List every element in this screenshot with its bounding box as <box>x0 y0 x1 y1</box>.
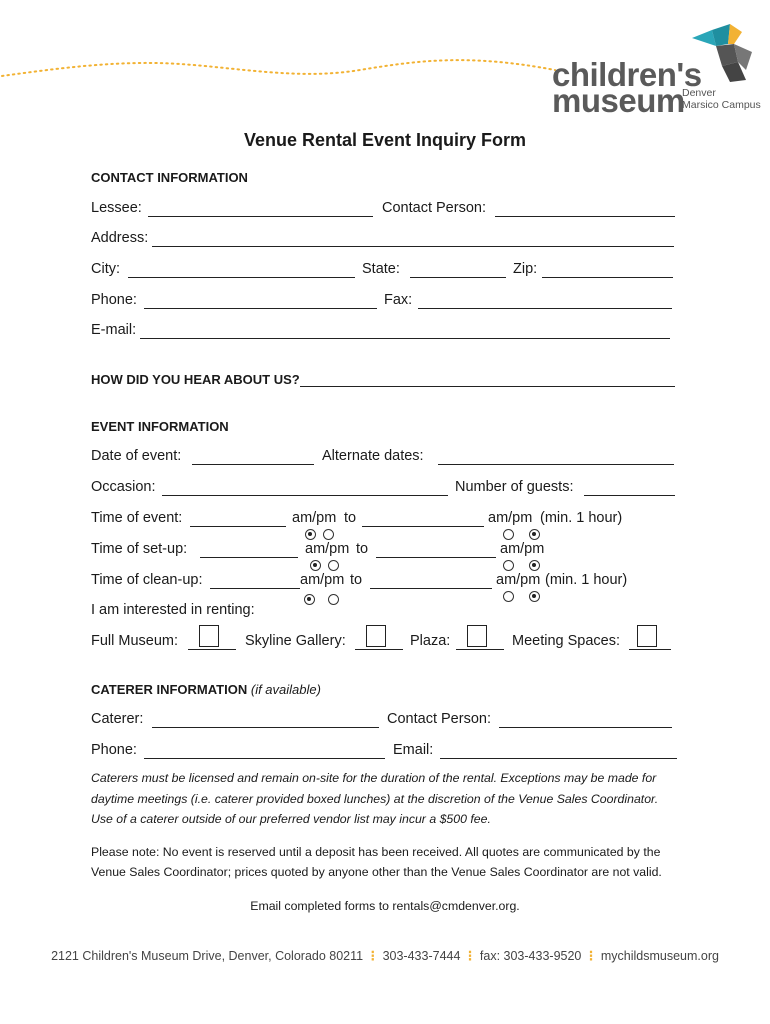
time-of-setup-start-field[interactable] <box>200 557 298 558</box>
time-of-cleanup-ampm-start: am/pm <box>300 572 345 588</box>
footer-separator-1: ⋮ <box>366 949 380 963</box>
alternate-dates-field[interactable] <box>438 464 674 465</box>
time-of-event-min-hour: (min. 1 hour) <box>540 510 623 526</box>
how-heard-label: HOW DID YOU HEAR ABOUT US? <box>91 372 300 387</box>
full-museum-underline <box>188 649 236 650</box>
time-of-setup-label: Time of set-up: <box>91 541 188 557</box>
skyline-gallery-label: Skyline Gallery: <box>245 633 346 649</box>
footer-separator-2: ⋮ <box>463 949 477 963</box>
footer-separator-3: ⋮ <box>584 949 598 963</box>
phone-label: Phone: <box>91 292 137 308</box>
fax-field[interactable] <box>418 308 672 309</box>
caterer-email-field[interactable] <box>440 758 677 759</box>
caterer-policy-line3: Use of a caterer outside of our preferred vendor list may incur a $500 fee. <box>91 812 491 826</box>
deposit-notice <box>91 842 691 882</box>
caterer-section-heading <box>91 682 321 697</box>
contact-person-label: Contact Person: <box>382 200 486 216</box>
event-start-am-radio[interactable] <box>305 529 316 540</box>
cleanup-end-pm-radio[interactable] <box>529 591 540 602</box>
state-label: State: <box>362 261 400 277</box>
dotted-wave-decoration <box>0 40 560 90</box>
logo-wordmark-line1: children's <box>552 56 702 93</box>
meeting-spaces-underline <box>629 649 671 650</box>
time-of-setup-end-field[interactable] <box>376 557 496 558</box>
email-label: E-mail: <box>91 322 137 338</box>
plaza-checkbox[interactable] <box>467 625 487 647</box>
caterer-label: Caterer: <box>91 711 144 727</box>
setup-end-am-radio[interactable] <box>503 560 514 571</box>
deposit-notice-line2: Venue Sales Coordinator; prices quoted by anyone other than the Venue Sales Coordinator are not valid. <box>91 865 662 879</box>
email-field[interactable] <box>140 338 670 339</box>
phone-field[interactable] <box>144 308 377 309</box>
cleanup-end-am-radio[interactable] <box>503 591 514 602</box>
logo-campus-line1: Denver <box>682 87 716 99</box>
caterer-policy-line1: Caterers must be licensed and remain on-site for the duration of the rental. Exceptions may be made for <box>91 771 657 785</box>
number-of-guests-label: Number of guests: <box>455 479 574 495</box>
event-section-heading: EVENT INFORMATION <box>91 419 229 434</box>
setup-end-pm-radio[interactable] <box>529 560 540 571</box>
caterer-phone-label: Phone: <box>91 742 137 758</box>
zip-label: Zip: <box>513 261 538 277</box>
footer-address: 2121 Children's Museum Drive, Denver, Colorado 80211 <box>51 949 364 963</box>
time-of-event-label: Time of event: <box>91 510 183 526</box>
caterer-heading-note: (if available) <box>250 682 321 697</box>
city-label: City: <box>91 261 120 277</box>
caterer-policy-text <box>91 768 691 830</box>
caterer-contact-person-label: Contact Person: <box>387 711 491 727</box>
footer-fax: fax: 303-433-9520 <box>479 949 582 963</box>
how-heard-field[interactable] <box>300 386 675 387</box>
skyline-gallery-underline <box>355 649 403 650</box>
caterer-field[interactable] <box>152 727 379 728</box>
time-of-cleanup-to: to <box>350 572 363 588</box>
caterer-contact-person-field[interactable] <box>499 727 672 728</box>
time-of-cleanup-min-hour: (min. 1 hour) <box>545 572 628 588</box>
event-end-pm-radio[interactable] <box>529 529 540 540</box>
full-museum-checkbox[interactable] <box>199 625 219 647</box>
contact-section-heading: CONTACT INFORMATION <box>91 170 248 185</box>
caterer-policy-line2: daytime meetings (i.e. caterer provided boxed lunches) at the discretion of the Venue Sales Coordinator. <box>91 791 659 806</box>
time-of-cleanup-label: Time of clean-up: <box>91 572 203 588</box>
event-end-am-radio[interactable] <box>503 529 514 540</box>
plaza-label: Plaza: <box>410 633 451 649</box>
address-field[interactable] <box>152 246 674 247</box>
caterer-heading-text: CATERER INFORMATION <box>91 682 248 697</box>
time-of-cleanup-start-field[interactable] <box>210 588 300 589</box>
caterer-phone-field[interactable] <box>144 758 385 759</box>
number-of-guests-field[interactable] <box>584 495 675 496</box>
footer-website[interactable]: mychildsmuseum.org <box>600 949 719 963</box>
time-of-setup-to: to <box>356 541 369 557</box>
date-of-event-label: Date of event: <box>91 448 182 464</box>
zip-field[interactable] <box>542 277 673 278</box>
time-of-cleanup-end-field[interactable] <box>370 588 492 589</box>
time-of-event-to: to <box>344 510 357 526</box>
occasion-field[interactable] <box>162 495 448 496</box>
cleanup-start-am-radio[interactable] <box>304 594 315 605</box>
caterer-email-label: Email: <box>393 742 434 758</box>
state-field[interactable] <box>410 277 506 278</box>
meeting-spaces-checkbox[interactable] <box>637 625 657 647</box>
city-field[interactable] <box>128 277 355 278</box>
alternate-dates-label: Alternate dates: <box>322 448 424 464</box>
time-of-event-ampm-end: am/pm <box>488 510 533 526</box>
date-of-event-field[interactable] <box>192 464 314 465</box>
time-of-cleanup-ampm-end: am/pm <box>496 572 541 588</box>
setup-start-pm-radio[interactable] <box>328 560 339 571</box>
address-label: Address: <box>91 230 149 246</box>
time-of-event-start-field[interactable] <box>190 526 286 527</box>
time-of-setup-ampm-start: am/pm <box>305 541 350 557</box>
lessee-field[interactable] <box>148 216 373 217</box>
plaza-underline <box>456 649 504 650</box>
logo-campus-line2: Marsico Campus <box>682 99 761 111</box>
occasion-label: Occasion: <box>91 479 156 495</box>
contact-person-field[interactable] <box>495 216 675 217</box>
email-instructions: Email completed forms to rentals@cmdenver.org. <box>250 899 520 913</box>
skyline-gallery-checkbox[interactable] <box>366 625 386 647</box>
deposit-notice-line1: Please note: No event is reserved until a deposit has been received. All quotes are communicated by the <box>91 845 661 859</box>
event-start-pm-radio[interactable] <box>323 529 334 540</box>
form-title: Venue Rental Event Inquiry Form <box>243 130 527 150</box>
time-of-setup-ampm-end: am/pm <box>500 541 545 557</box>
meeting-spaces-label: Meeting Spaces: <box>512 633 621 649</box>
fax-label: Fax: <box>384 292 413 308</box>
footer <box>0 948 770 963</box>
cleanup-start-pm-radio[interactable] <box>328 594 339 605</box>
footer-phone: 303-433-7444 <box>382 949 461 963</box>
time-of-event-end-field[interactable] <box>362 526 484 527</box>
full-museum-label: Full Museum: <box>91 633 179 649</box>
interested-renting-label: I am interested in renting: <box>91 602 255 618</box>
logo-wordmark-line2: museum <box>552 82 685 119</box>
time-of-event-ampm-start: am/pm <box>292 510 337 526</box>
lessee-label: Lessee: <box>91 200 142 216</box>
setup-start-am-radio[interactable] <box>310 560 321 571</box>
